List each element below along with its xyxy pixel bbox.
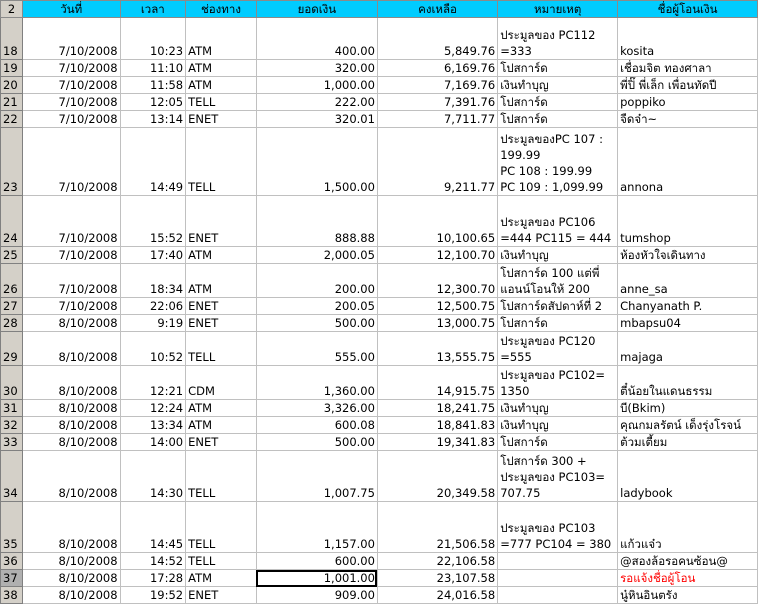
cell-balance[interactable]: 20,349.58 [377, 451, 497, 502]
cell-amount[interactable]: 1,000.00 [256, 77, 377, 94]
cell-amount[interactable]: 888.88 [256, 196, 377, 247]
note-line [500, 553, 615, 569]
cell-balance[interactable]: 18,841.83 [377, 417, 497, 434]
cell-sender[interactable]: annona [618, 128, 758, 196]
cell-balance[interactable]: 12,500.75 [377, 298, 497, 315]
row-header[interactable]: 23 [1, 128, 23, 196]
cell-date[interactable]: 7/10/2008 [22, 264, 120, 298]
column-header-sender[interactable]: ชื่อผู้โอนเงิน [618, 1, 758, 18]
table-row [1, 587, 758, 604]
note-line: ประมูลของ PC112 [500, 28, 596, 42]
cell-amount[interactable]: 1,007.75 [256, 451, 377, 502]
cell-sender[interactable]: @สองล้อรอคนซ้อน@ [618, 553, 758, 570]
cell-channel[interactable]: ATM [186, 400, 257, 417]
cell-note[interactable] [498, 315, 618, 332]
note-line: โปสการ์ด [500, 112, 548, 126]
cell-sender[interactable]: แก้วแจ๋ว [618, 502, 758, 553]
table-row [1, 451, 758, 502]
note-line: =555 [500, 350, 532, 364]
cell-channel[interactable]: TELL [186, 502, 257, 553]
cell-channel[interactable]: TELL [186, 332, 257, 366]
note-line: เงินทำบุญ [500, 401, 549, 415]
cell-time[interactable]: 11:58 [120, 77, 186, 94]
note-line: โปสการ์ด [500, 95, 548, 109]
cell-date[interactable]: 7/10/2008 [22, 94, 120, 111]
note-line: โปสการ์ดสัปดาห์ที่ 2 [500, 299, 603, 313]
table-row [1, 247, 758, 264]
cell-sender[interactable]: kosita [618, 18, 758, 60]
cell-channel[interactable]: ENET [186, 587, 257, 604]
note-line: ประมูลของ PC103 [500, 521, 596, 535]
cell-amount[interactable]: 2,000.05 [256, 247, 377, 264]
cell-balance[interactable]: 24,016.58 [377, 587, 497, 604]
cell-note[interactable] [498, 111, 618, 128]
cell-sender[interactable]: คุณกมลรัตน์ เด็งรุ่งโรจน์ [618, 417, 758, 434]
row-header[interactable]: 19 [1, 60, 23, 77]
cell-balance[interactable]: 23,107.58 [377, 570, 497, 587]
column-header-time[interactable]: เวลา [120, 1, 186, 18]
note-line: =444 PC115 = 444 [500, 231, 612, 245]
cell-amount[interactable]: 1,001.00 [256, 570, 377, 587]
note-line: โปสการ์ด [500, 435, 548, 449]
cell-time[interactable]: 9:19 [120, 315, 186, 332]
cell-balance[interactable]: 7,391.76 [377, 94, 497, 111]
cell-amount[interactable]: 1,500.00 [256, 128, 377, 196]
row-header[interactable]: 29 [1, 332, 23, 366]
row-header-2[interactable]: 2 [1, 1, 23, 18]
cell-date[interactable]: 7/10/2008 [22, 247, 120, 264]
cell-amount[interactable]: 3,326.00 [256, 400, 377, 417]
note-line: ประมูลของ PC103= [500, 470, 606, 484]
cell-channel[interactable]: CDM [186, 366, 257, 400]
cell-balance[interactable]: 5,849.76 [377, 18, 497, 60]
row-header[interactable]: 32 [1, 417, 23, 434]
row-header[interactable]: 25 [1, 247, 23, 264]
table-row [1, 60, 758, 77]
cell-date[interactable]: 7/10/2008 [22, 111, 120, 128]
note-line: เงินทำบุญ [500, 78, 549, 92]
note-line [500, 587, 615, 603]
note-line: PC 109 : 1,099.99 [500, 180, 604, 194]
note-line [500, 198, 615, 214]
column-header-note[interactable]: หมายเหตุ [498, 1, 618, 18]
cell-sender[interactable]: mbapsu04 [618, 315, 758, 332]
note-line: โปสการ์ด 100 แต่พี่ [500, 266, 600, 280]
cell-sender[interactable]: จืดจ๋า~ [618, 111, 758, 128]
cell-channel[interactable]: ATM [186, 417, 257, 434]
cell-channel[interactable]: ATM [186, 570, 257, 587]
row-header[interactable]: 24 [1, 196, 23, 247]
cell-balance[interactable]: 12,300.70 [377, 264, 497, 298]
cell-note[interactable] [498, 587, 618, 604]
cell-sender[interactable]: ต้วมเตี้ยม [618, 434, 758, 451]
table-row [1, 502, 758, 553]
cell-note[interactable] [498, 417, 618, 434]
table-row [1, 298, 758, 315]
cell-date[interactable]: 7/10/2008 [22, 77, 120, 94]
cell-sender[interactable]: poppiko [618, 94, 758, 111]
cell-time[interactable]: 19:52 [120, 587, 186, 604]
note-line: 1350 [500, 384, 530, 398]
cell-balance[interactable]: 22,106.58 [377, 553, 497, 570]
cell-balance[interactable]: 7,169.76 [377, 77, 497, 94]
cell-amount[interactable]: 200.00 [256, 264, 377, 298]
table-row [1, 77, 758, 94]
cell-date[interactable]: 8/10/2008 [22, 400, 120, 417]
row-header[interactable]: 28 [1, 315, 23, 332]
cell-balance[interactable]: 13,555.75 [377, 332, 497, 366]
cell-balance[interactable]: 13,000.75 [377, 315, 497, 332]
cell-date[interactable]: 8/10/2008 [22, 587, 120, 604]
cell-channel[interactable]: ATM [186, 18, 257, 60]
cell-sender[interactable]: นู๋หินอินตรัง [618, 587, 758, 604]
cell-date[interactable]: 8/10/2008 [22, 502, 120, 553]
cell-sender[interactable]: ห้องหัวใจเดินทาง [618, 247, 758, 264]
cell-time[interactable]: 12:21 [120, 366, 186, 400]
cell-sender[interactable]: Chanyanath P. [618, 298, 758, 315]
cell-note[interactable] [498, 128, 618, 196]
cell-sender[interactable]: พี่ปิ๊ พี่เล็ก เพื่อนทัดปี [618, 77, 758, 94]
cell-amount[interactable]: 600.08 [256, 417, 377, 434]
cell-note[interactable] [498, 196, 618, 247]
cell-sender[interactable]: anne_sa [618, 264, 758, 298]
note-line: ประมูลของ PC120 [500, 334, 596, 348]
cell-channel[interactable]: ATM [186, 77, 257, 94]
cell-balance[interactable]: 12,100.70 [377, 247, 497, 264]
column-header-balance[interactable]: คงเหลือ [377, 1, 497, 18]
cell-time[interactable]: 18:34 [120, 264, 186, 298]
row-header[interactable]: 35 [1, 502, 23, 553]
cell-note[interactable] [498, 451, 618, 502]
row-header[interactable]: 37 [1, 570, 23, 587]
row-header[interactable]: 34 [1, 451, 23, 502]
cell-channel[interactable]: ENET [186, 111, 257, 128]
table-row [1, 111, 758, 128]
cell-note[interactable] [498, 18, 618, 60]
cell-channel[interactable]: ATM [186, 60, 257, 77]
cell-time[interactable]: 11:10 [120, 60, 186, 77]
table-row [1, 570, 758, 587]
cell-time[interactable]: 14:45 [120, 502, 186, 553]
cell-sender[interactable]: รอแจ้งชื่อผู้โอน [618, 570, 758, 587]
table-row [1, 128, 758, 196]
column-header-date[interactable]: วันที่ [22, 1, 120, 18]
cell-date[interactable]: 8/10/2008 [22, 417, 120, 434]
cell-channel[interactable]: ENET [186, 196, 257, 247]
cell-amount[interactable]: 555.00 [256, 332, 377, 366]
cell-amount[interactable]: 400.00 [256, 18, 377, 60]
table-row [1, 332, 758, 366]
note-line: เงินทำบุญ [500, 248, 549, 262]
table-row [1, 417, 758, 434]
cell-note[interactable] [498, 264, 618, 298]
header-row [1, 1, 758, 18]
cell-time[interactable]: 12:24 [120, 400, 186, 417]
cell-time[interactable]: 10:23 [120, 18, 186, 60]
row-header[interactable]: 33 [1, 434, 23, 451]
cell-channel[interactable]: ENET [186, 434, 257, 451]
cell-sender[interactable]: ladybook [618, 451, 758, 502]
cell-note[interactable] [498, 332, 618, 366]
cell-date[interactable]: 7/10/2008 [22, 196, 120, 247]
cell-channel[interactable]: TELL [186, 128, 257, 196]
cell-balance[interactable]: 18,241.75 [377, 400, 497, 417]
note-line: ประมูลของ PC106 [500, 215, 596, 229]
cell-time[interactable]: 14:00 [120, 434, 186, 451]
row-header[interactable]: 20 [1, 77, 23, 94]
cell-amount[interactable]: 500.00 [256, 434, 377, 451]
note-line: โปสการ์ด [500, 61, 548, 75]
cell-time[interactable]: 17:40 [120, 247, 186, 264]
cell-date[interactable]: 8/10/2008 [22, 332, 120, 366]
column-header-channel[interactable]: ช่องทาง [186, 1, 257, 18]
table-row [1, 400, 758, 417]
cell-amount[interactable]: 1,157.00 [256, 502, 377, 553]
cell-amount[interactable]: 320.01 [256, 111, 377, 128]
cell-channel[interactable]: TELL [186, 553, 257, 570]
cell-note[interactable] [498, 400, 618, 417]
cell-note[interactable] [498, 94, 618, 111]
cell-date[interactable]: 8/10/2008 [22, 366, 120, 400]
note-line: เงินทำบุญ [500, 418, 549, 432]
cell-date[interactable]: 8/10/2008 [22, 434, 120, 451]
cell-channel[interactable]: TELL [186, 451, 257, 502]
cell-channel[interactable]: ENET [186, 315, 257, 332]
cell-time[interactable]: 14:49 [120, 128, 186, 196]
cell-date[interactable]: 7/10/2008 [22, 298, 120, 315]
column-header-amount[interactable]: ยอดเงิน [256, 1, 377, 18]
cell-amount[interactable]: 1,360.00 [256, 366, 377, 400]
cell-balance[interactable]: 10,100.65 [377, 196, 497, 247]
note-line: 707.75 [500, 486, 541, 500]
cell-date[interactable]: 7/10/2008 [22, 128, 120, 196]
cell-channel[interactable]: ATM [186, 264, 257, 298]
cell-note[interactable] [498, 247, 618, 264]
cell-note[interactable] [498, 553, 618, 570]
cell-note[interactable] [498, 366, 618, 400]
row-header[interactable]: 38 [1, 587, 23, 604]
cell-amount[interactable]: 500.00 [256, 315, 377, 332]
table-row [1, 553, 758, 570]
cell-sender[interactable]: บี(Bkim) [618, 400, 758, 417]
cell-amount[interactable]: 320.00 [256, 60, 377, 77]
note-line [500, 504, 615, 520]
note-line: ประมูลของ PC102= [500, 368, 606, 382]
cell-amount[interactable]: 222.00 [256, 94, 377, 111]
cell-balance[interactable]: 19,341.83 [377, 434, 497, 451]
cell-channel[interactable]: TELL [186, 94, 257, 111]
note-line: 199.99 [500, 148, 541, 162]
table-row [1, 18, 758, 60]
cell-date[interactable]: 8/10/2008 [22, 553, 120, 570]
note-line: =333 [500, 44, 532, 58]
cell-channel[interactable]: ENET [186, 298, 257, 315]
cell-date[interactable]: 8/10/2008 [22, 570, 120, 587]
row-header[interactable]: 21 [1, 94, 23, 111]
cell-time[interactable]: 15:52 [120, 196, 186, 247]
table-row [1, 264, 758, 298]
cell-note[interactable] [498, 434, 618, 451]
row-header[interactable]: 30 [1, 366, 23, 400]
cell-note[interactable] [498, 570, 618, 587]
table-row [1, 434, 758, 451]
cell-date[interactable]: 8/10/2008 [22, 451, 120, 502]
cell-time[interactable]: 12:05 [120, 94, 186, 111]
cell-sender[interactable]: เชื่อมจิต ทองศาลา [618, 60, 758, 77]
cell-time[interactable]: 14:30 [120, 451, 186, 502]
note-line: โปสการ์ด 300 + [500, 454, 587, 468]
cell-time[interactable]: 14:52 [120, 553, 186, 570]
cell-channel[interactable]: ATM [186, 247, 257, 264]
sheet-body [1, 18, 758, 604]
note-line: แอนน์โอนให้ 200 [500, 282, 590, 296]
row-header[interactable]: 22 [1, 111, 23, 128]
table-row [1, 196, 758, 247]
cell-time[interactable]: 13:34 [120, 417, 186, 434]
note-line [500, 570, 615, 586]
row-header[interactable]: 18 [1, 18, 23, 60]
cell-time[interactable]: 13:14 [120, 111, 186, 128]
cell-amount[interactable]: 200.05 [256, 298, 377, 315]
note-line: PC 108 : 199.99 [500, 164, 593, 178]
cell-balance[interactable]: 14,915.75 [377, 366, 497, 400]
cell-balance[interactable]: 9,211.77 [377, 128, 497, 196]
cell-time[interactable]: 10:52 [120, 332, 186, 366]
table-row [1, 315, 758, 332]
cell-amount[interactable]: 909.00 [256, 587, 377, 604]
cell-note[interactable] [498, 298, 618, 315]
row-header[interactable]: 31 [1, 400, 23, 417]
cell-amount[interactable]: 600.00 [256, 553, 377, 570]
cell-balance[interactable]: 7,711.77 [377, 111, 497, 128]
cell-sender[interactable]: ตี๋น้อยในแดนธรรม [618, 366, 758, 400]
note-line: =777 PC104 = 380 [500, 537, 612, 551]
cell-note[interactable] [498, 60, 618, 77]
cell-sender[interactable]: tumshop [618, 196, 758, 247]
cell-balance[interactable]: 6,169.76 [377, 60, 497, 77]
row-header[interactable]: 36 [1, 553, 23, 570]
cell-date[interactable]: 8/10/2008 [22, 315, 120, 332]
cell-note[interactable] [498, 502, 618, 553]
note-line: ประมูลของPC 107 : [500, 132, 603, 146]
cell-sender[interactable]: majaga [618, 332, 758, 366]
cell-balance[interactable]: 21,506.58 [377, 502, 497, 553]
cell-date[interactable]: 7/10/2008 [22, 18, 120, 60]
table-row [1, 366, 758, 400]
table-row [1, 94, 758, 111]
row-header[interactable]: 26 [1, 264, 23, 298]
row-header[interactable]: 27 [1, 298, 23, 315]
cell-time[interactable]: 17:28 [120, 570, 186, 587]
cell-date[interactable]: 7/10/2008 [22, 60, 120, 77]
cell-time[interactable]: 22:06 [120, 298, 186, 315]
note-line: โปสการ์ด [500, 316, 548, 330]
cell-note[interactable] [498, 77, 618, 94]
